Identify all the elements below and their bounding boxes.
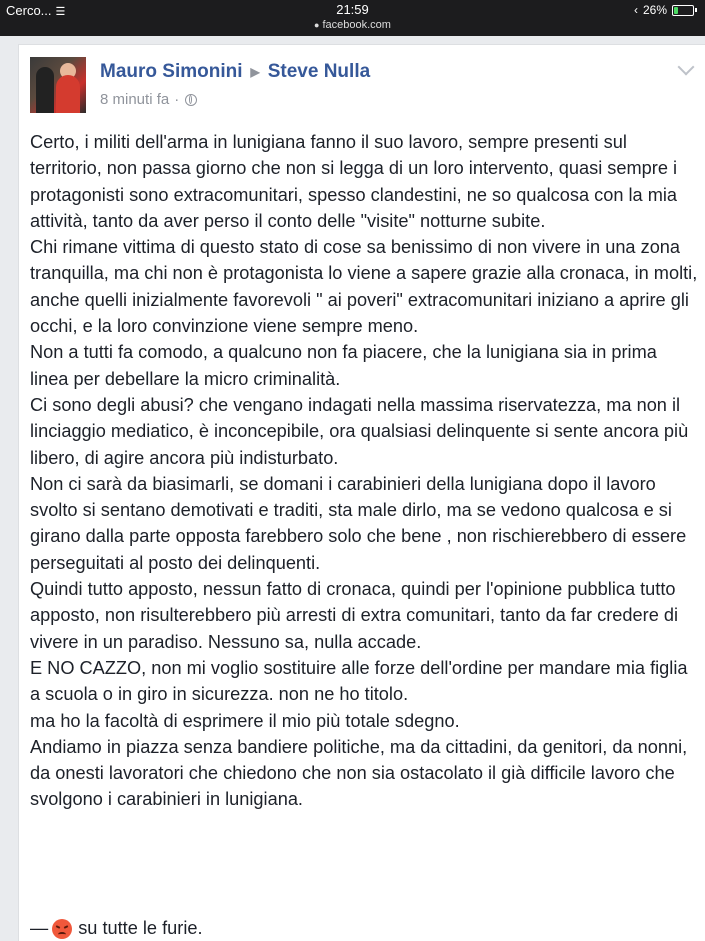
feeling-dash: — [30,918,49,938]
angry-face-icon [52,919,72,939]
feeling-text[interactable]: su tutte le furie. [78,918,203,938]
emoji-mouth [58,932,66,937]
post-paragraph: Certo, i militi dell'arma in lunigiana fanno il suo lavoro, sempre presenti sul territorio, non passa giorno che non si legga di un loro intervento, quasi sempre i protagonisti sono extracomunitari, spesso clandestini, ne so qualcosa con la mia attività, tanto da aver perso il conto delle "visite" notturne subite. [30,132,678,231]
address-bar[interactable] [0,19,705,31]
clock: 21:59 [336,2,369,17]
globe-icon[interactable] [185,94,197,106]
triangle-right-icon: ▶ [250,65,260,79]
post-paragraph: ma ho la facoltà di esprimere il mio più totale sdegno. [30,710,460,731]
post-paragraph: Andiamo in piazza senza bandiere politiche, ma da cittadini, da genitori, da nonni, da onesti lavoratori che chiedono che non sia ostacolato il già difficile lavoro che svolgono i carabinieri in lunigiana. [30,736,688,810]
post-paragraph: Non ci sarà da biasimarli, se domani i carabinieri della lunigiana dopo il lavoro svolto si sentano demotivati e traditi, sta male dirlo, ma se vedono qualcosa e si girano dalla parte opposta farebbero solo che bene , non rischierebbero di essere perseguitati al posto dei delinquenti. [30,473,687,573]
post-card [18,44,705,941]
author-link[interactable]: Mauro Simonini [100,61,243,82]
battery-indicator [634,3,697,17]
post-header [100,61,370,83]
post-paragraph: Chi rimane vittima di questo stato di cose sa benissimo di non vivere in una zona tranquilla, ma chi non è protagonista lo viene a sapere grazie alla cronaca, in molti, anche quelli inizialmente favorevoli " ai poveri" extracomunitari iniziano a aprire gli occhi, e la loro convinzione viene sempre meno. [30,237,698,337]
battery-tip [695,8,697,12]
status-bar [0,0,705,36]
post-paragraph: Quindi tutto apposto, nessun fatto di cronaca, quindi per l'opinione pubblica tutto apposto, non risulterebbero più arresti di extra comunitari, tanto da far credere di vivere in un paradiso. Nessuno sa, nulla accade. [30,579,679,652]
meta-separator: · [174,91,180,108]
post-paragraph: E NO CAZZO, non mi voglio sostituire alle forze dell'ordine per mandare mia figlia a scuola o in giro in sicurezza. non ne ho titolo. [30,657,688,705]
target-link[interactable]: Steve Nulla [267,61,371,82]
avatar[interactable] [30,57,86,113]
post-body [30,129,700,813]
avatar-figure [36,67,54,113]
lock-icon: ● [314,20,320,30]
battery-percent: 26% [642,3,667,17]
post-meta [100,91,197,108]
battery-icon [672,5,694,16]
carrier-label: Cerco... [6,3,52,18]
post-paragraph: Ci sono degli abusi? che vengano indagati nella massima riservatezza, ma non il linciaggio mediatico, è inconcepibile, ora qualsiasi delinquente si sente ancora più libero, di agire ancora più indisturbato. [30,394,689,468]
url-text: facebook.com [322,19,391,31]
battery-fill [674,7,678,14]
bluetooth-icon: ‹ [633,3,638,17]
wifi-icon: ☰ [55,6,66,18]
timestamp-link[interactable]: 8 minuti fa [100,91,170,108]
feeling-line [30,918,203,939]
avatar-figure [56,75,80,113]
post-paragraph: Non a tutti fa comodo, a qualcuno non fa piacere, che la lunigiana sia in prima linea per debellare la micro criminalità. [30,342,657,389]
chevron-down-icon[interactable] [678,59,695,76]
